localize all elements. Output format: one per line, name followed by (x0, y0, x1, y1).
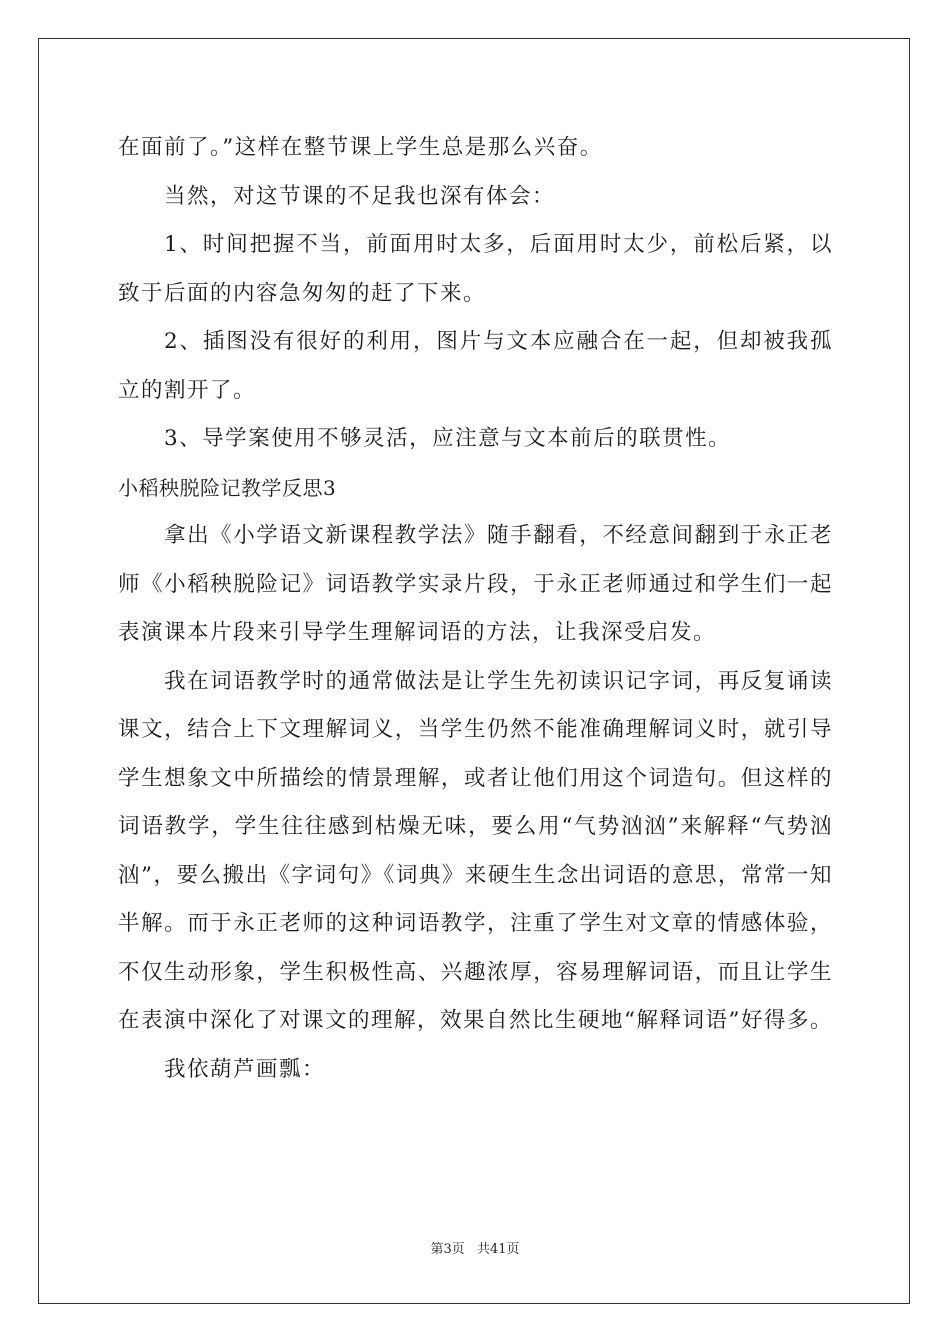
document-body (118, 124, 833, 1094)
paragraph: 在面前了。”这样在整节课上学生总是那么兴奋。 (118, 135, 603, 160)
paragraph: 我依葫芦画瓢： (164, 1056, 326, 1082)
page-total: 共41页 (476, 1242, 520, 1257)
page-number: 第3页 (430, 1242, 465, 1257)
page-footer (0, 1238, 950, 1257)
list-item: 2、插图没有很好的利用，图片与文本应融合在一起，但却被我孤立的割开了。 (118, 329, 833, 403)
section-heading: 小稻秧脱险记教学反思3 (118, 475, 337, 500)
paragraph: 当然，对这节课的不足我也深有体会： (164, 183, 556, 209)
list-item: 3、导学案使用不够灵活，应注意与文本前后的联贯性。 (164, 426, 732, 451)
paragraph: 我在词语教学时的通常做法是让学生先初读识记字词，再反复诵读课文，结合上下文理解词义，当学生仍然不能准确理解词义时，就引导学生想象文中所描绘的情景理解，或者让他们用这个词造句。但这样的词语教学，学生往往感到枯燥无味，要么用“气势汹汹”来解释“气势汹汹”，要么搬出《字词句》《词典》来硬生生念出词语的意思，常常一知半解。而于永正老师的这种词语教学，注重了学生对文章的情感体验，不仅生动形象，学生积极性高、兴趣浓厚，容易理解词语，而且让学生在表演中深化了对课文的理解，效果自然比生硬地“解释词语”好得多。 (118, 668, 833, 1033)
paragraph: 拿出《小学语文新课程教学法》随手翻看，不经意间翻到于永正老师《小稻秧脱险记》词语教学实录片段，于永正老师通过和学生们一起表演课本片段来引导学生理解词语的方法，让我深受启发。 (118, 523, 833, 645)
list-item: 1、时间把握不当，前面用时太多，后面用时太少，前松后紧，以致于后面的内容急匆匆的赶了下来。 (118, 232, 833, 306)
